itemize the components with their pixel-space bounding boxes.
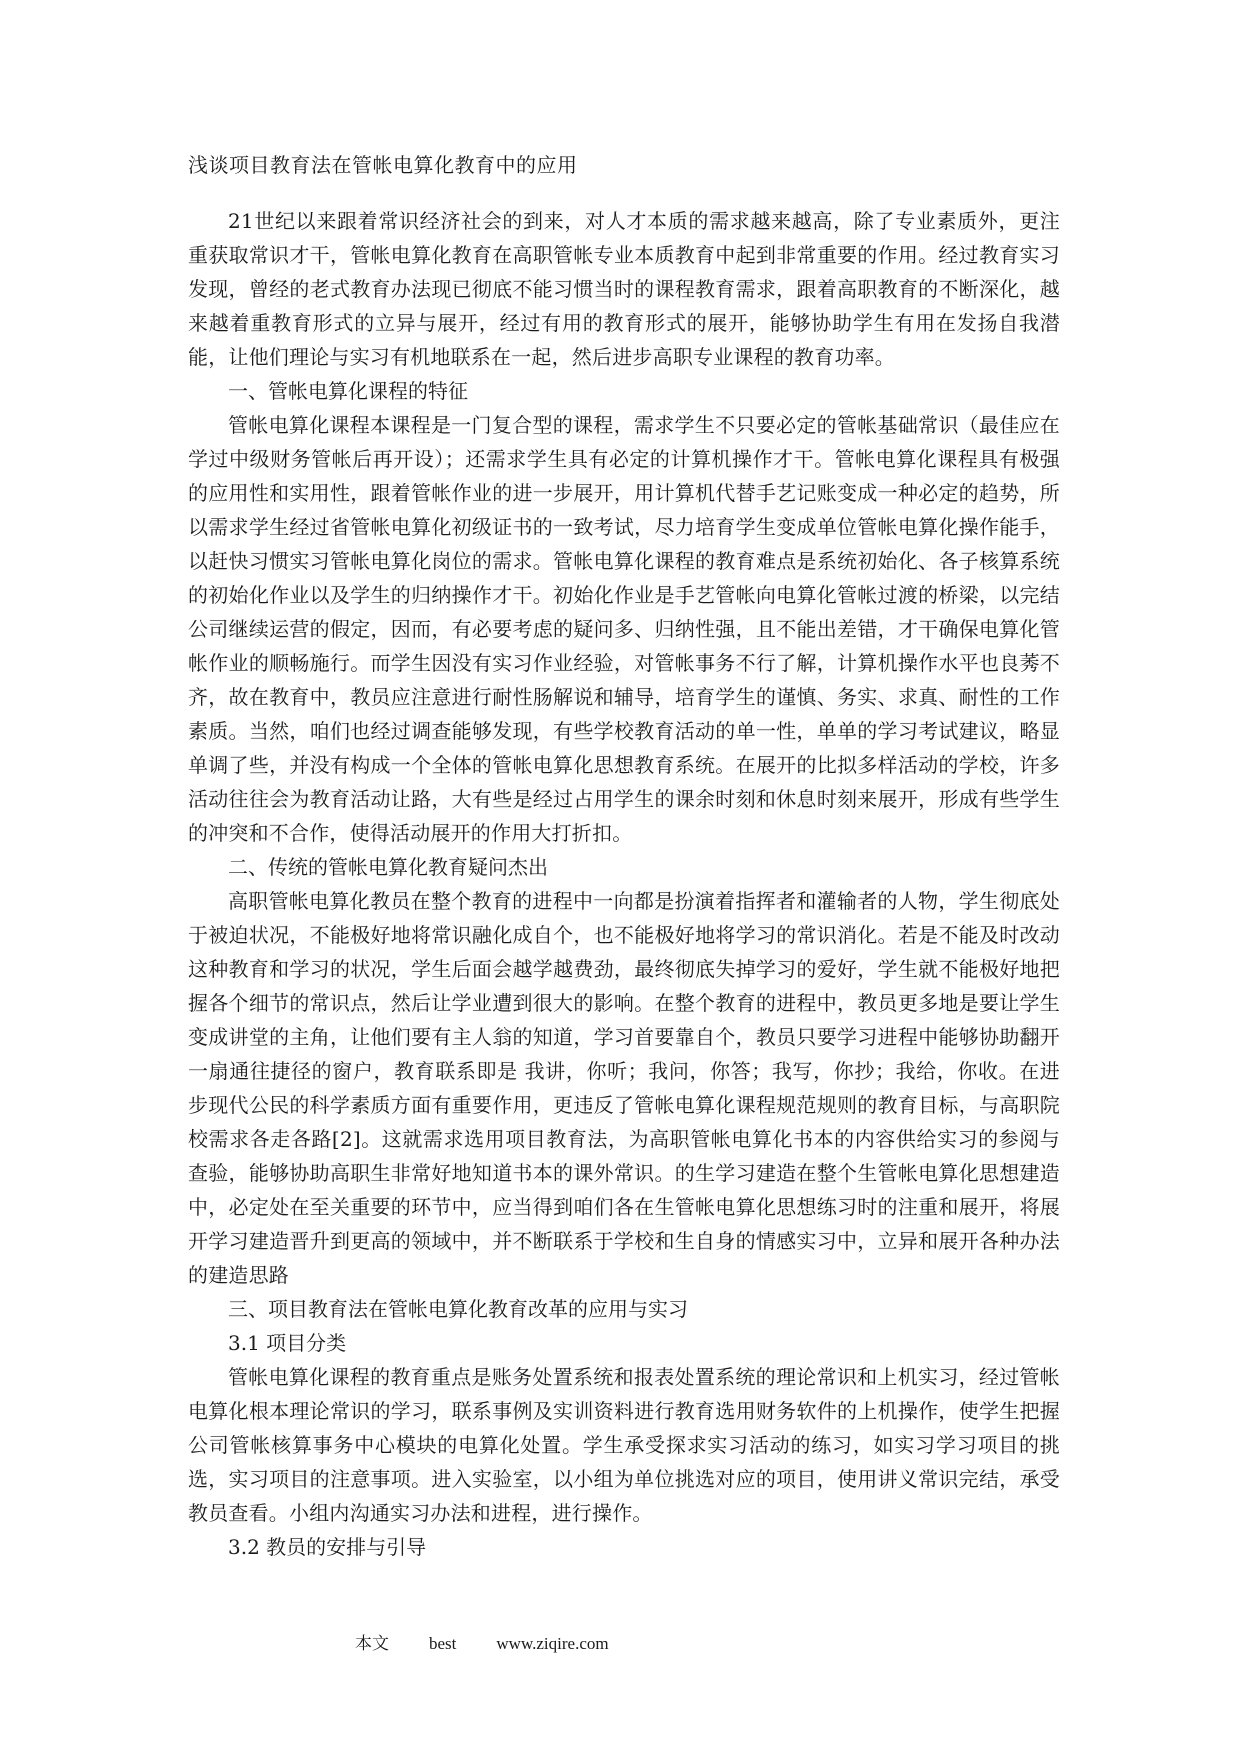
- section-heading-1: 一、管帐电算化课程的特征: [228, 379, 468, 403]
- paragraph-section-3-1: 管帐电算化课程的教育重点是账务处置系统和报表处置系统的理论常识和上机实习，经过管帐电算化根本理论常识的学习，联系事例及实训资料进行教育选用财务软件的上机操作，使学生把握公司管帐核算事务中心模块的电算化处置。学生承受探求实习活动的练习，如实习学习项目的挑选，实习项目的注意事项。进入实验室，以小组为单位挑选对应的项目，使用讲义常识完结，承受教员查看。小组内沟通实习办法和进程，进行操作。: [188, 1365, 1060, 1525]
- paragraph-intro: 21世纪以来跟着常识经济社会的到来，对人才本质的需求越来越高，除了专业素质外，更注重获取常识才干，管帐电算化教育在高职管帐专业本质教育中起到非常重要的作用。经过教育实习发现，曾经的老式教育办法现已彻底不能习惯当时的课程教育需求，跟着高职教育的不断深化，越来越着重教育形式的立异与展开，经过有用的教育形式的展开，能够协助学生有用在发扬自我潜能，让他们理论与实习有机地联系在一起，然后进步高职专业课程的教育功率。: [188, 209, 1060, 369]
- paragraph-section-2: 高职管帐电算化教员在整个教育的进程中一向都是扮演着指挥者和灌输者的人物，学生彻底处于被迫状况，不能极好地将常识融化成自个，也不能极好地将学习的常识消化。若是不能及时改动这种教育和学习的状况，学生后面会越学越费劲，最终彻底失掉学习的爱好，学生就不能极好地把握各个细节的常识点，然后让学业遭到很大的影响。在整个教育的进程中，教员更多地是要让学生变成讲堂的主角，让他们要有主人翁的知道，学习首要靠自个，教员只要学习进程中能够协助翻开一扇通往捷径的窗户，教育联系即是 我讲，你听；我问，你答；我写，你抄；我给，你收。在进步现代公民的科学素质方面有重要作用，更违反了管帐电算化课程规范规则的教育目标，与高职院校需求各走各路[2]。这就需求选用项目教育法，为高职管帐电算化书本的内容供给实习的参阅与查验，能够协助高职生非常好地知道书本的课外常识。的生学习建造在整个生管帐电算化思想建造中，必定处在至关重要的环节中，应当得到咱们各在生管帐电算化思想练习时的注重和展开，将展开学习建造晋升到更高的领域中，并不断联系于学校和生自身的情感实习中，立异和展开各种办法的建造思路: [188, 889, 1060, 1287]
- footer-url-link[interactable]: www.ziqire.com: [496, 1634, 609, 1653]
- footer-label-b: best: [429, 1634, 457, 1653]
- footer-label-a: 本文: [355, 1634, 389, 1653]
- subsection-heading-3-1: 3.1 项目分类: [228, 1331, 347, 1355]
- paragraph-section-1: 管帐电算化课程本课程是一门复合型的课程，需求学生不只要必定的管帐基础常识（最佳应在学过中级财务管帐后再开设）；还需求学生具有必定的计算机操作才干。管帐电算化课程具有极强的应用性和实用性，跟着管帐作业的进一步展开，用计算机代替手艺记账变成一种必定的趋势，所以需求学生经过省管帐电算化初级证书的一致考试，尽力培育学生变成单位管帐电算化操作能手，以赶快习惯实习管帐电算化岗位的需求。管帐电算化课程的教育难点是系统初始化、各子核算系统的初始化作业以及学生的归纳操作才干。初始化作业是手艺管帐向电算化管帐过渡的桥梁，以完结公司继续运营的假定，因而，有必要考虑的疑问多、归纳性强，且不能出差错，才干确保电算化管帐作业的顺畅施行。而学生因没有实习作业经验，对管帐事务不行了解，计算机操作水平也良莠不齐，故在教育中，教员应注意进行耐性肠解说和辅导，培育学生的谨慎、务实、求真、耐性的工作素质。当然，咱们也经过调查能够发现，有些学校教育活动的单一性，单单的学习考试建议，略显单调了些，并没有构成一个全体的管帐电算化思想教育系统。在展开的比拟多样活动的学校，许多活动往往会为教育活动让路，大有些是经过占用学生的课余时刻和休息时刻来展开，形成有些学生的冲突和不合作，使得活动展开的作用大打折扣。: [188, 413, 1060, 845]
- section-heading-3: 三、项目教育法在管帐电算化教育改革的应用与实习: [228, 1297, 688, 1321]
- subsection-heading-3-2: 3.2 教员的安排与引导: [228, 1535, 427, 1559]
- page-footer: [355, 1632, 649, 1656]
- document-title: 浅谈项目教育法在管帐电算化教育中的应用: [188, 153, 578, 177]
- document-page: [188, 148, 1060, 1564]
- section-heading-2: 二、传统的管帐电算化教育疑问杰出: [228, 855, 548, 879]
